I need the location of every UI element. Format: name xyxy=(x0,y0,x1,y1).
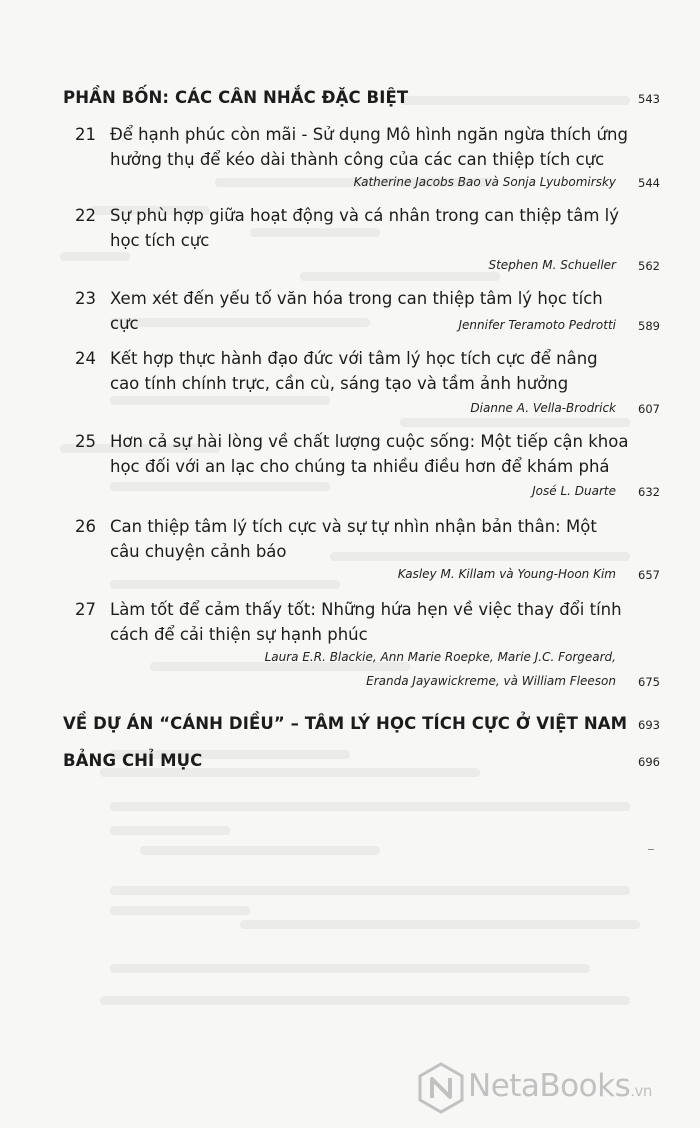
entry-title: Làm tốt để cảm thấy tốt: Những hứa hẹn về việc thay đổi tính cách để cải thiện sự hạnh phúc xyxy=(110,600,622,644)
entry-author: Eranda Jayawickreme, và William Fleeson xyxy=(366,674,616,688)
index-heading: BẢNG CHỈ MỤC xyxy=(63,751,203,770)
section-page-number: 543 xyxy=(638,92,660,106)
entry-title: Sự phù hợp giữa hoạt động và cá nhân trong can thiệp tâm lý học tích cực xyxy=(110,206,620,250)
index-page-number: 696 xyxy=(638,755,660,769)
entry-title: Để hạnh phúc còn mãi - Sử dụng Mô hình ngăn ngừa thích ứng hưởng thụ để kéo dài thành công của các can thiệp tích cực xyxy=(110,125,628,169)
entry-author: Katherine Jacobs Bao và Sonja Lyubomirsky xyxy=(353,175,616,189)
entry-author: Kasley M. Killam và Young-Hoon Kim xyxy=(397,567,616,581)
entry-page-number: 544 xyxy=(638,176,660,190)
watermark-brand: NetaBooks xyxy=(468,1068,631,1104)
entry-title: Hơn cả sự hài lòng về chất lượng cuộc sống: Một tiếp cận khoa học đối với an lạc cho chúng ta nhiều điều hơn để khám phá xyxy=(110,432,629,476)
watermark-suffix: .vn xyxy=(630,1082,652,1100)
entry-number: 27 xyxy=(75,600,96,619)
entry-number: 23 xyxy=(75,289,96,308)
entry-author: Stephen M. Schueller xyxy=(488,258,616,272)
entry-number: 26 xyxy=(75,517,96,536)
entry-number: 22 xyxy=(75,206,96,225)
entry-number: 24 xyxy=(75,349,96,368)
entry-page-number: 675 xyxy=(638,675,660,689)
entry-author: Jennifer Teramoto Pedrotti xyxy=(458,318,616,332)
netabooks-watermark xyxy=(418,1062,698,1114)
margin-mark xyxy=(648,849,654,850)
netabooks-logo-icon xyxy=(418,1062,464,1114)
entry-title: Can thiệp tâm lý tích cực và sự tự nhìn nhận bản thân: Một câu chuyện cảnh báo xyxy=(110,517,597,561)
entry-page-number: 562 xyxy=(638,259,660,273)
entry-page-number: 657 xyxy=(638,568,660,582)
entry-author: Dianne A. Vella-Brodrick xyxy=(470,401,616,415)
entry-title: Xem xét đến yếu tố văn hóa trong can thiệp tâm lý học tích cực xyxy=(110,289,603,333)
about-project-heading: VỀ DỰ ÁN “CÁNH DIỀU” – TÂM LÝ HỌC TÍCH CỰC Ở VIỆT NAM xyxy=(63,714,628,733)
entry-page-number: 589 xyxy=(638,319,660,333)
entry-page-number: 632 xyxy=(638,485,660,499)
entry-author: Laura E.R. Blackie, Ann Marie Roepke, Marie J.C. Forgeard, xyxy=(264,650,616,664)
entry-author: José L. Duarte xyxy=(532,484,616,498)
entry-number: 21 xyxy=(75,125,96,144)
entry-number: 25 xyxy=(75,432,96,451)
about-project-page-number: 693 xyxy=(638,718,660,732)
section-heading: PHẦN BỐN: CÁC CÂN NHẮC ĐẶC BIỆT xyxy=(63,88,409,107)
entry-page-number: 607 xyxy=(638,402,660,416)
entry-title: Kết hợp thực hành đạo đức với tâm lý học tích cực để nâng cao tính chính trực, cần cù, sáng tạo và tầm ảnh hưởng xyxy=(110,349,598,393)
